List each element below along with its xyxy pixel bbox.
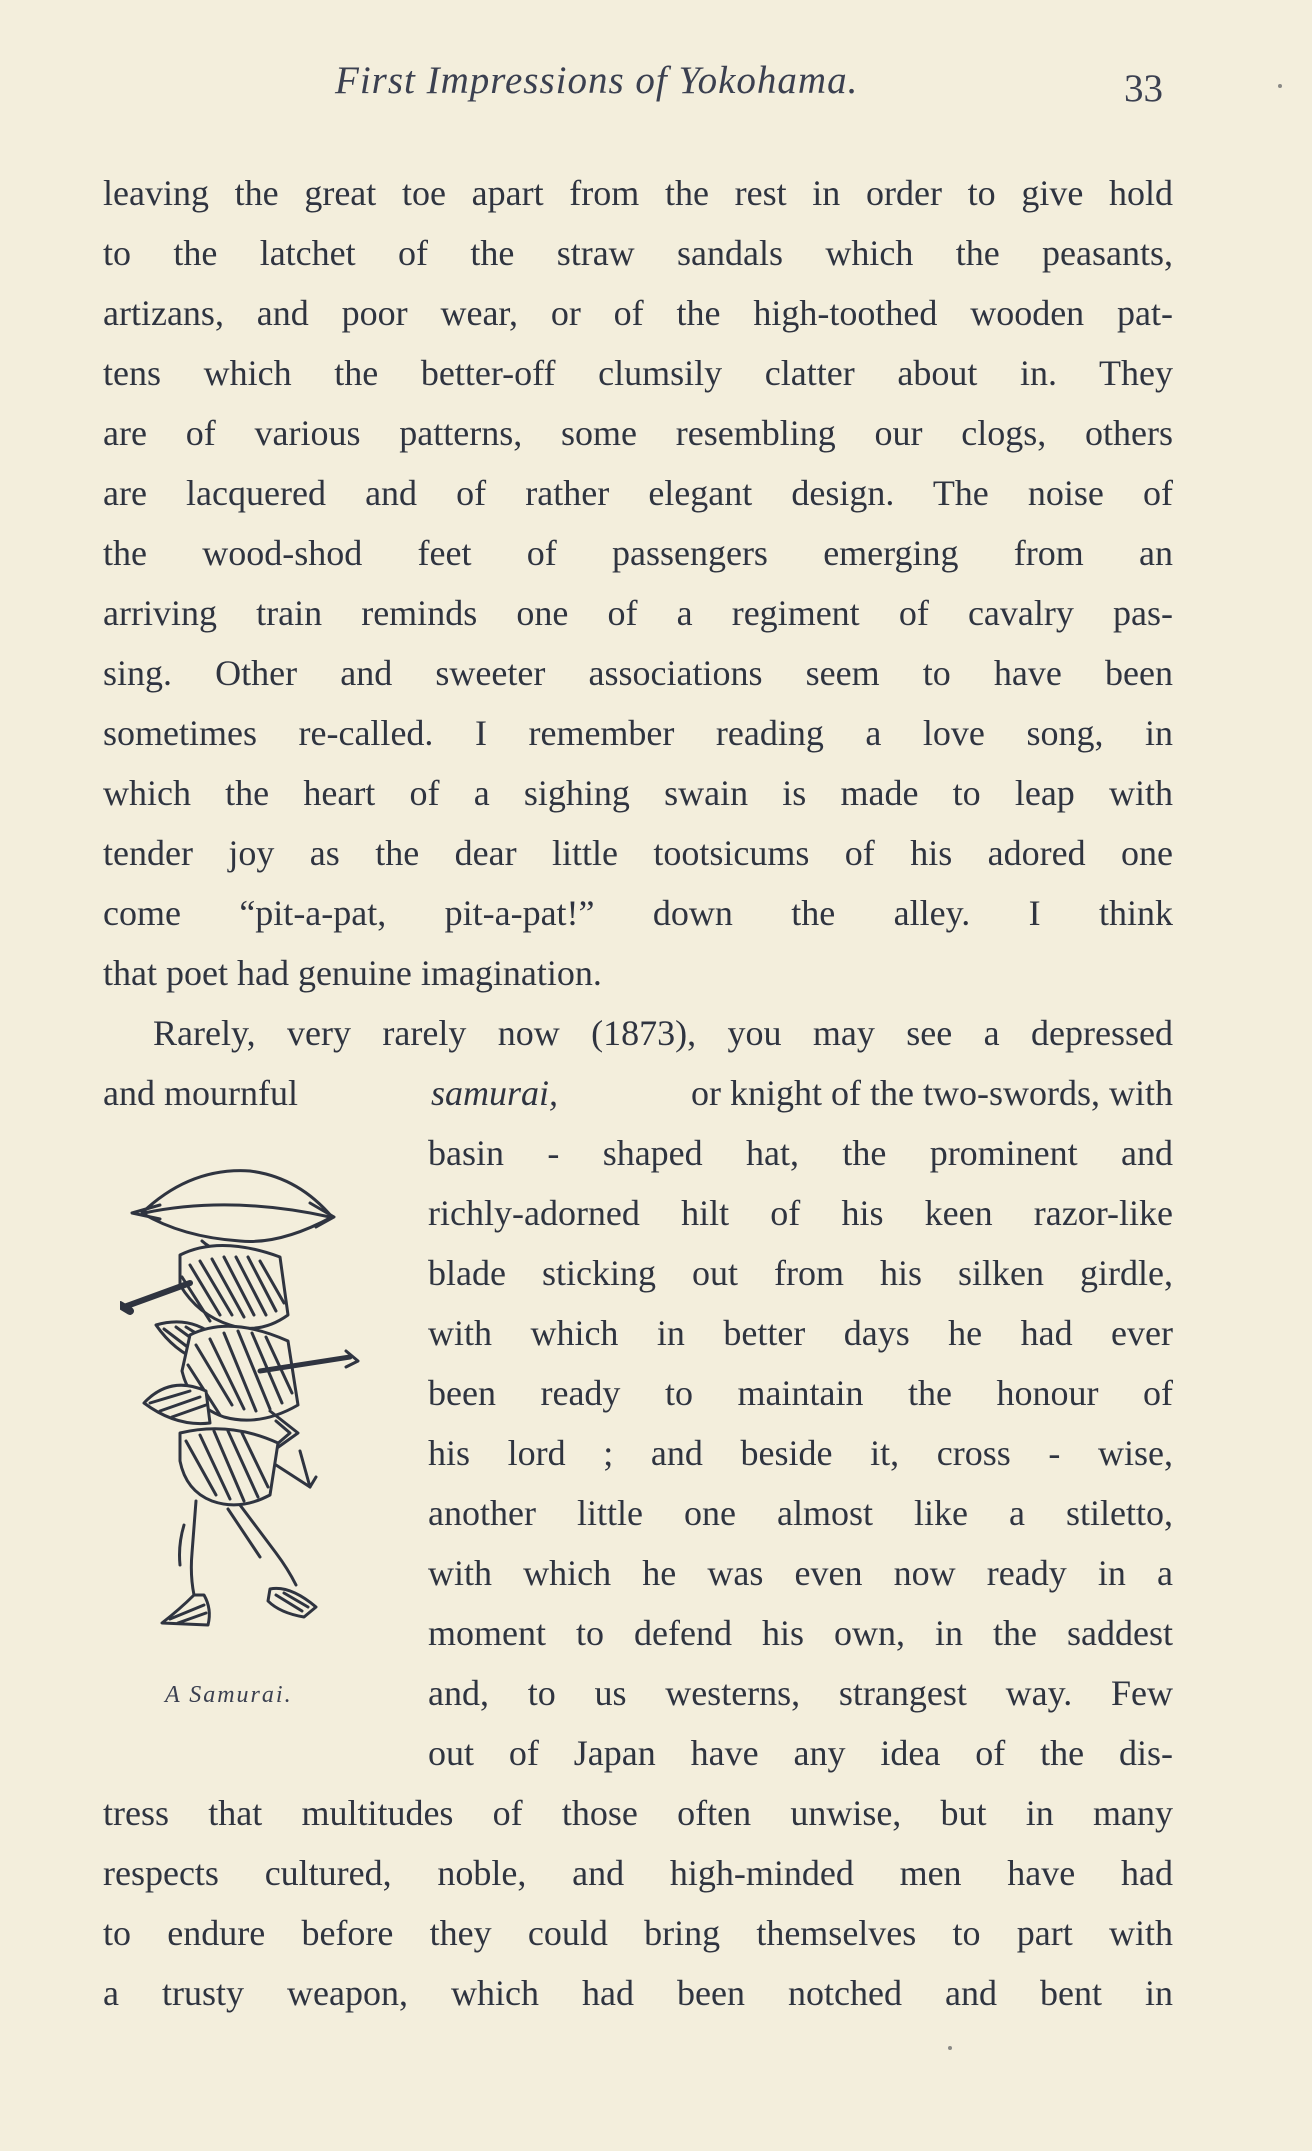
wrapped-text-line: with which he was even now ready in a <box>428 1553 1173 1593</box>
text-segment: or knight of the two-swords, with <box>691 1073 1173 1113</box>
text-line: artizans, and poor wear, or of the high-toothed wooden pat- <box>103 293 1173 333</box>
text-line: tender joy as the dear little tootsicums of his adored one <box>103 833 1173 873</box>
wrapped-text-line: with which in better days he had ever <box>428 1313 1173 1353</box>
samurai-illustration <box>120 1165 380 1655</box>
wrapped-text-line: richly-adorned hilt of his keen razor-like <box>428 1193 1173 1233</box>
text-line: which the heart of a sighing swain is made to leap with <box>103 773 1173 813</box>
paper-fleck <box>948 2046 952 2050</box>
text-line: sing. Other and sweeter associations seem to have been <box>103 653 1173 693</box>
text-line: sometimes re-called. I remember reading a love song, in <box>103 713 1173 753</box>
wrapped-text-line: moment to defend his own, in the saddest <box>428 1613 1173 1653</box>
wrapped-text-line: been ready to maintain the honour of <box>428 1373 1173 1413</box>
figure-caption: A Samurai. <box>165 1682 293 1708</box>
text-line: are lacquered and of rather elegant design. The noise of <box>103 473 1173 513</box>
text-line: to endure before they could bring themselves to part with <box>103 1913 1173 1953</box>
wrapped-text-line: basin - shaped hat, the prominent and <box>428 1133 1173 1173</box>
text-line: arriving train reminds one of a regiment of cavalry pas- <box>103 593 1173 633</box>
text-line: are of various patterns, some resembling our clogs, others <box>103 413 1173 453</box>
text-segment: and mournful <box>103 1073 298 1113</box>
running-head <box>0 58 1312 118</box>
text-line: that poet had genuine imagination. <box>103 953 602 993</box>
text-line: leaving the great toe apart from the rest in order to give hold <box>103 173 1173 213</box>
wrapped-text-line: another little one almost like a stiletto, <box>428 1493 1173 1533</box>
text-line: respects cultured, noble, and high-minded men have had <box>103 1853 1173 1893</box>
wrapped-text-line: his lord ; and beside it, cross - wise, <box>428 1433 1173 1473</box>
running-title: First Impressions of Yokohama. <box>335 59 859 102</box>
page-number: 33 <box>1124 67 1163 110</box>
text-line: to the latchet of the straw sandals which the peasants, <box>103 233 1173 273</box>
text-line: come “pit-a-pat, pit-a-pat!” down the alley. I think <box>103 893 1173 933</box>
text-line: the wood-shod feet of passengers emerging from an <box>103 533 1173 573</box>
text-line-with-emphasis <box>103 1063 1173 1123</box>
paper-fleck <box>1278 84 1282 88</box>
text-line: a trusty weapon, which had been notched and bent in <box>103 1973 1173 2013</box>
samurai-woodcut-icon <box>120 1165 380 1655</box>
wrapped-text-line: and, to us westerns, strangest way. Few <box>428 1673 1173 1713</box>
paragraph-start-line: Rarely, very rarely now (1873), you may see a depressed <box>153 1013 1173 1053</box>
text-line: tress that multitudes of those often unwise, but in many <box>103 1793 1173 1833</box>
wrapped-text-line: blade sticking out from his silken girdle, <box>428 1253 1173 1293</box>
text-line: tens which the better-off clumsily clatter about in. They <box>103 353 1173 393</box>
wrapped-text-line: out of Japan have any idea of the dis- <box>428 1733 1173 1773</box>
emphasis-samurai: samurai, <box>430 1073 559 1113</box>
